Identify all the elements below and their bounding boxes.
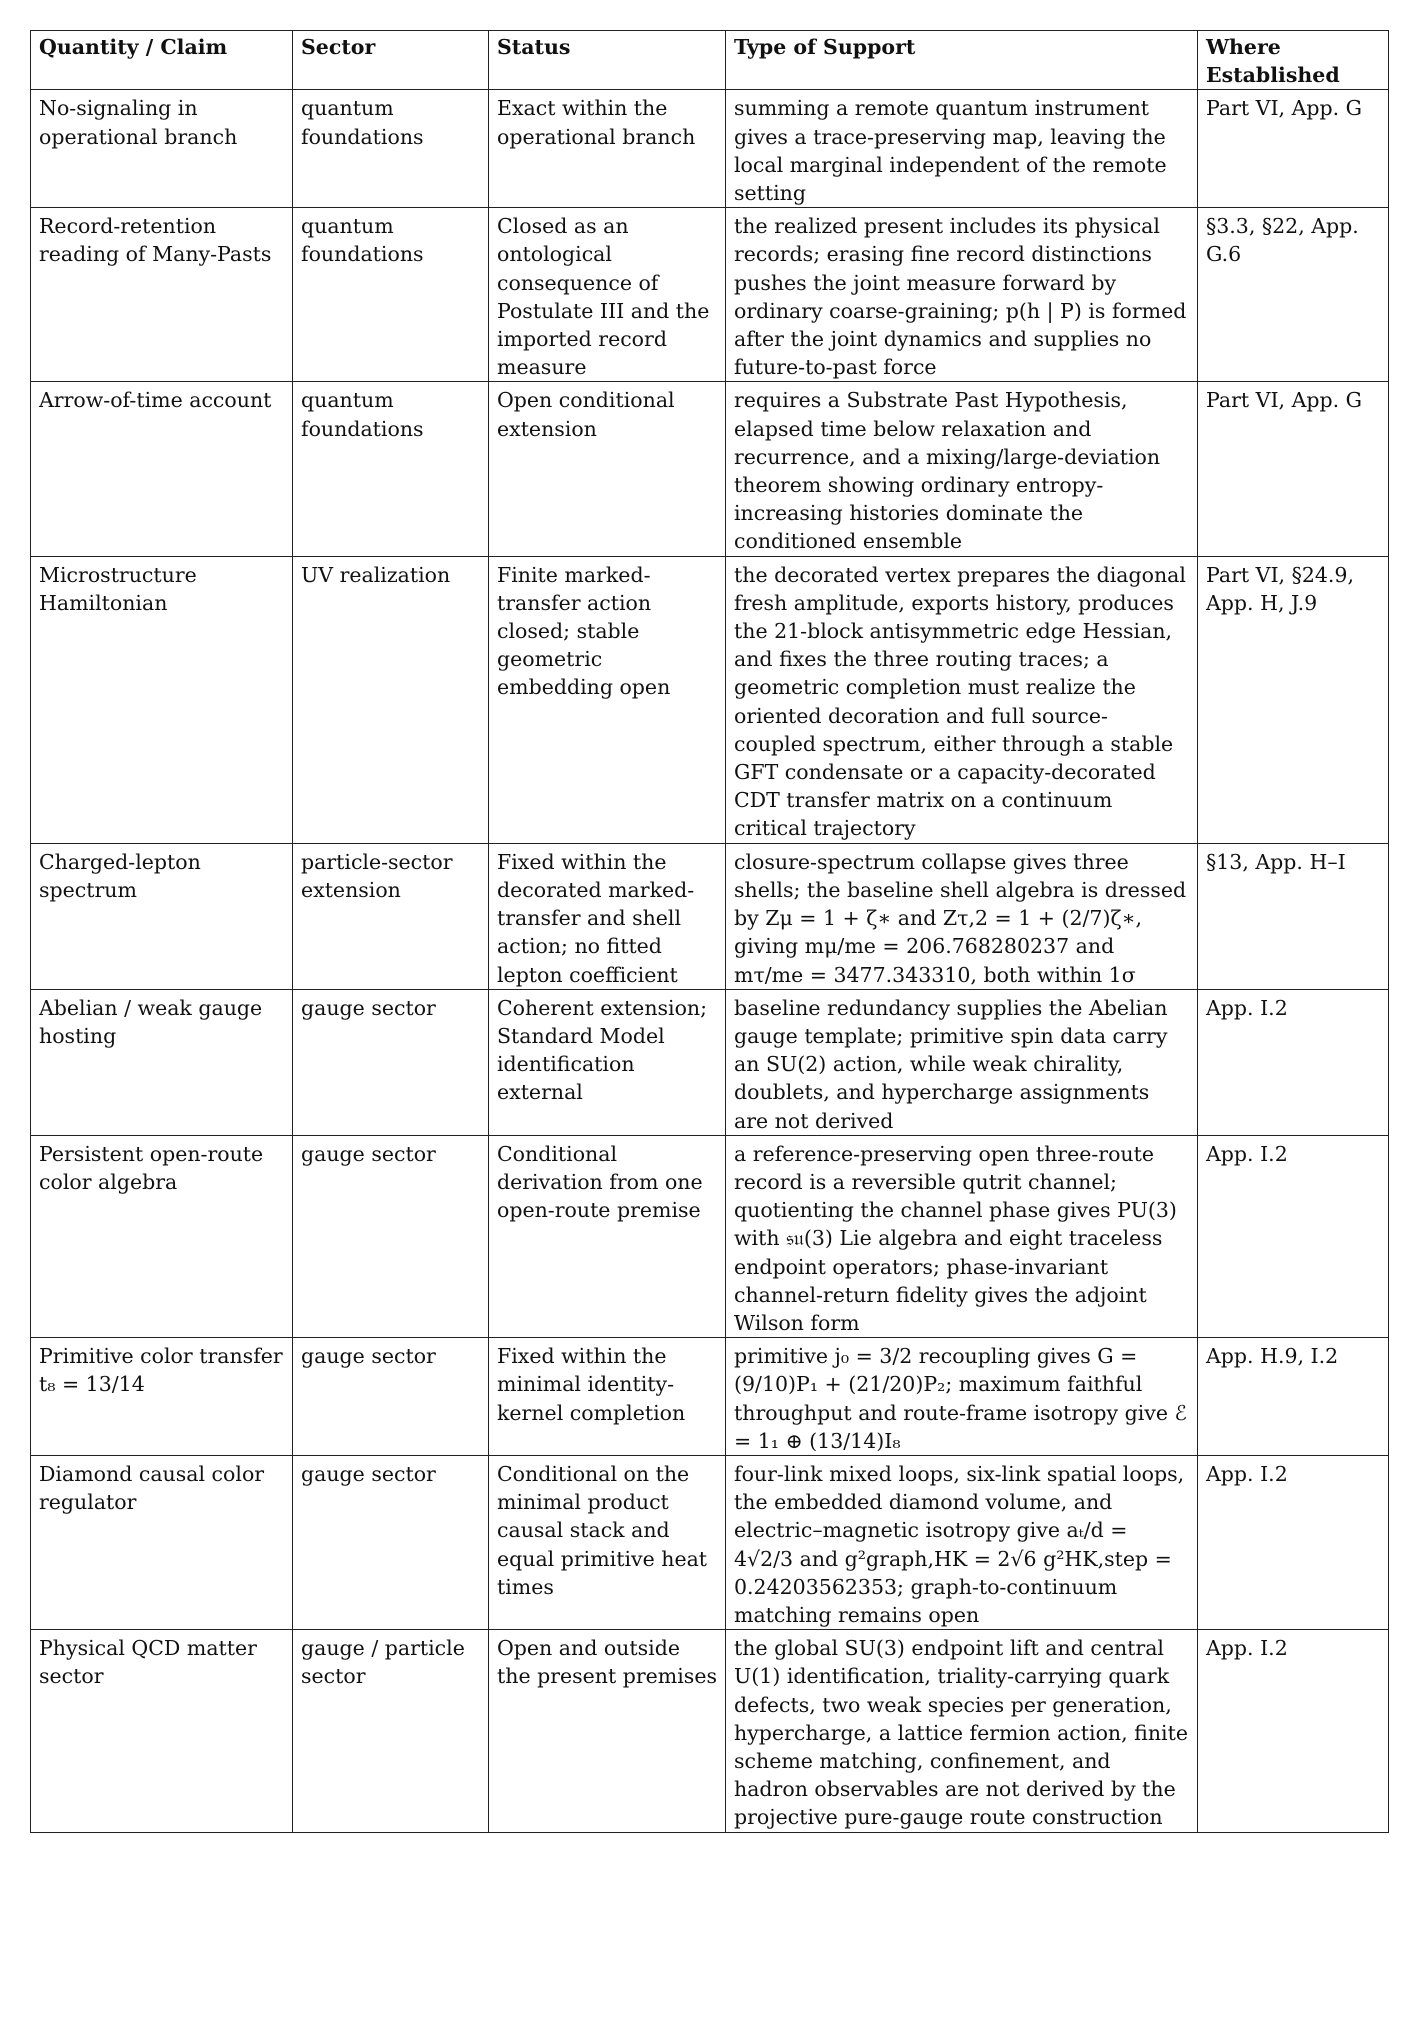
header-quantity: Quantity / Claim	[31, 31, 293, 90]
cell-sector: gauge / particle sector	[293, 1630, 489, 1832]
cell-sector: quantum foundations	[293, 382, 489, 556]
table-row	[31, 1338, 1389, 1456]
cell-status: Coherent extension; Standard Model identification external	[489, 989, 726, 1135]
cell-where: App. I.2	[1198, 1135, 1389, 1337]
cell-quantity: Physical QCD matter sector	[31, 1630, 293, 1832]
cell-where: Part VI, §24.9, App. H, J.9	[1198, 556, 1389, 843]
table-header-row	[31, 31, 1389, 90]
cell-support: the global SU(3) endpoint lift and central U(1) identification, triality-carrying quark defects, two weak species per generation, hypercharge, a lattice fermion action, finite scheme matching, confinement, and hadron observables are not derived by the projective pure-gauge route construction	[726, 1630, 1198, 1832]
cell-status: Conditional derivation from one open-route premise	[489, 1135, 726, 1337]
header-sector: Sector	[293, 31, 489, 90]
cell-quantity: Persistent open-route color algebra	[31, 1135, 293, 1337]
table-row	[31, 90, 1389, 208]
cell-support: closure-spectrum collapse gives three shells; the baseline shell algebra is dressed by Zμ = 1 + ζ∗ and Zτ,2 = 1 + (2/7)ζ∗, giving mμ/me = 206.768280237 and mτ/me = 3477.343310, both within 1σ	[726, 843, 1198, 989]
cell-sector: particle-sector extension	[293, 843, 489, 989]
table-row	[31, 989, 1389, 1135]
table-row	[31, 556, 1389, 843]
cell-status: Fixed within the decorated marked-transfer and shell action; no fitted lepton coefficient	[489, 843, 726, 989]
header-support: Type of Support	[726, 31, 1198, 90]
cell-quantity: Charged-lepton spectrum	[31, 843, 293, 989]
cell-sector: gauge sector	[293, 1338, 489, 1456]
cell-support: primitive j₀ = 3/2 recoupling gives G = (9/10)P₁ + (21/20)P₂; maximum faithful throughput and route-frame isotropy give ℰ = 1₁ ⊕ (13/14)I₈	[726, 1338, 1198, 1456]
cell-status: Closed as an ontological consequence of Postulate III and the imported record measure	[489, 208, 726, 382]
cell-support: the decorated vertex prepares the diagonal fresh amplitude, exports history, produces the 21-block antisymmetric edge Hessian, and fixes the three routing traces; a geometric completion must realize the oriented decoration and full source-coupled spectrum, either through a stable GFT condensate or a capacity-decorated CDT transfer matrix on a continuum critical trajectory	[726, 556, 1198, 843]
cell-quantity: Arrow-of-time account	[31, 382, 293, 556]
cell-support: a reference-preserving open three-route record is a reversible qutrit channel; quotienting the channel phase gives PU(3) with 𝔰𝔲(3) Lie algebra and eight traceless endpoint operators; phase-invariant channel-return fidelity gives the adjoint Wilson form	[726, 1135, 1198, 1337]
cell-support: summing a remote quantum instrument gives a trace-preserving map, leaving the local marginal independent of the remote setting	[726, 90, 1198, 208]
cell-status: Open conditional extension	[489, 382, 726, 556]
cell-where: §3.3, §22, App. G.6	[1198, 208, 1389, 382]
cell-status: Open and outside the present premises	[489, 1630, 726, 1832]
cell-quantity: Primitive color transfer t₈ = 13/14	[31, 1338, 293, 1456]
table-row	[31, 1135, 1389, 1337]
cell-sector: quantum foundations	[293, 90, 489, 208]
cell-quantity: Diamond causal color regulator	[31, 1455, 293, 1629]
cell-status: Exact within the operational branch	[489, 90, 726, 208]
table-row	[31, 382, 1389, 556]
page	[30, 30, 1388, 1833]
header-status: Status	[489, 31, 726, 90]
cell-quantity: No-signaling in operational branch	[31, 90, 293, 208]
claims-table	[30, 30, 1389, 1833]
cell-support: four-link mixed loops, six-link spatial loops, the embedded diamond volume, and electric–magnetic isotropy give aₜ/d = 4√2/3 and g²graph,HK = 2√6 g²HK,step = 0.24203562353; graph-to-continuum matching remains open	[726, 1455, 1198, 1629]
header-where: Where Established	[1198, 31, 1389, 90]
cell-quantity: Abelian / weak gauge hosting	[31, 989, 293, 1135]
cell-where: Part VI, App. G	[1198, 90, 1389, 208]
cell-quantity: Microstructure Hamiltonian	[31, 556, 293, 843]
cell-support: baseline redundancy supplies the Abelian gauge template; primitive spin data carry an SU(2) action, while weak chirality, doublets, and hypercharge assignments are not derived	[726, 989, 1198, 1135]
cell-sector: gauge sector	[293, 1455, 489, 1629]
cell-quantity: Record-retention reading of Many-Pasts	[31, 208, 293, 382]
cell-where: Part VI, App. G	[1198, 382, 1389, 556]
cell-support: requires a Substrate Past Hypothesis, elapsed time below relaxation and recurrence, and a mixing/large-deviation theorem showing ordinary entropy-increasing histories dominate the conditioned ensemble	[726, 382, 1198, 556]
cell-status: Conditional on the minimal product causal stack and equal primitive heat times	[489, 1455, 726, 1629]
cell-sector: UV realization	[293, 556, 489, 843]
cell-where: App. I.2	[1198, 1630, 1389, 1832]
table-row	[31, 208, 1389, 382]
cell-sector: gauge sector	[293, 1135, 489, 1337]
cell-support: the realized present includes its physical records; erasing fine record distinctions pushes the joint measure forward by ordinary coarse-graining; p(h | P) is formed after the joint dynamics and supplies no future-to-past force	[726, 208, 1198, 382]
cell-where: App. I.2	[1198, 1455, 1389, 1629]
cell-status: Finite marked-transfer action closed; stable geometric embedding open	[489, 556, 726, 843]
cell-where: App. I.2	[1198, 989, 1389, 1135]
cell-sector: gauge sector	[293, 989, 489, 1135]
cell-where: App. H.9, I.2	[1198, 1338, 1389, 1456]
table-row	[31, 1455, 1389, 1629]
cell-sector: quantum foundations	[293, 208, 489, 382]
table-row	[31, 1630, 1389, 1832]
table-row	[31, 843, 1389, 989]
cell-where: §13, App. H–I	[1198, 843, 1389, 989]
cell-status: Fixed within the minimal identity-kernel completion	[489, 1338, 726, 1456]
